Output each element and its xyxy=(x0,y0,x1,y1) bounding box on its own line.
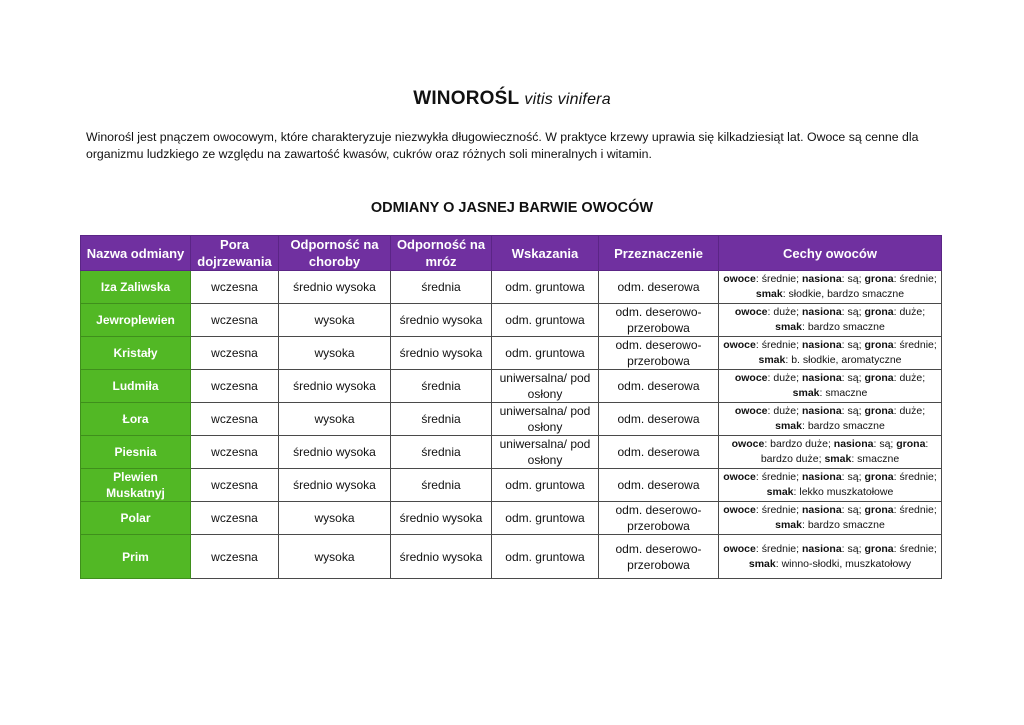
cell-indication: odm. gruntowa xyxy=(492,469,599,502)
trait-value: : średnie; xyxy=(893,273,937,285)
cell-purpose: odm. deserowa xyxy=(599,469,719,502)
cell-disease-resistance: wysoka xyxy=(279,337,391,370)
cell-frost-resistance: średnia xyxy=(391,436,492,469)
trait-value: : są; xyxy=(841,372,865,384)
trait-value: : są; xyxy=(841,542,865,555)
trait-value: : średnie; xyxy=(893,504,937,516)
cell-name: Piesnia xyxy=(81,436,191,469)
cell-disease-resistance: średnio wysoka xyxy=(279,469,391,502)
trait-label: nasiona xyxy=(801,306,842,318)
trait-label: grona xyxy=(864,372,894,384)
cell-ripening: wczesna xyxy=(191,304,279,337)
cell-frost-resistance: średnio wysoka xyxy=(391,304,492,337)
trait-label: nasiona xyxy=(801,372,842,384)
cell-disease-resistance: średnio wysoka xyxy=(279,271,391,304)
trait-label: smak xyxy=(755,288,783,300)
varieties-table xyxy=(80,235,942,579)
cell-fruit-traits xyxy=(719,469,942,502)
trait-value: : duże; xyxy=(893,306,926,318)
trait-label: smak xyxy=(775,420,802,432)
table-row xyxy=(81,403,942,436)
cell-purpose: odm. deserowa xyxy=(599,271,719,304)
cell-indication: odm. gruntowa xyxy=(492,337,599,370)
cell-disease-resistance: średnio wysoka xyxy=(279,370,391,403)
cell-indication: odm. gruntowa xyxy=(492,535,599,579)
trait-label: smak xyxy=(758,354,786,366)
trait-label: nasiona xyxy=(801,504,842,516)
trait-label: smak xyxy=(775,321,802,333)
header-cechy: Cechy owoców xyxy=(719,236,942,271)
trait-value: : winno-słodki, muszkatołowy xyxy=(775,557,912,570)
cell-name: Prim xyxy=(81,535,191,579)
trait-value: : słodkie, bardzo smaczne xyxy=(782,288,905,300)
trait-value: : średnie; xyxy=(755,504,802,516)
cell-frost-resistance: średnia xyxy=(391,370,492,403)
header-nazwa: Nazwa odmiany xyxy=(81,236,191,271)
table-row xyxy=(81,535,942,579)
trait-label: smak xyxy=(775,519,802,531)
trait-value: : duże; xyxy=(767,306,802,318)
trait-label: grona xyxy=(896,438,926,450)
trait-label: owoce xyxy=(734,372,768,384)
trait-value: : smaczne xyxy=(851,453,900,465)
cell-fruit-traits xyxy=(719,304,942,337)
trait-value: : są; xyxy=(841,405,865,417)
cell-ripening: wczesna xyxy=(191,403,279,436)
cell-name: Iza Zaliwska xyxy=(81,271,191,304)
trait-value: : średnie; xyxy=(893,471,937,483)
cell-indication: odm. gruntowa xyxy=(492,304,599,337)
cell-purpose: odm. deserowa xyxy=(599,436,719,469)
trait-label: nasiona xyxy=(801,273,842,285)
cell-indication: uniwersalna/ pod osłony xyxy=(492,403,599,436)
trait-value: : lekko muszkatołowe xyxy=(793,486,894,498)
trait-value: : średnie; xyxy=(755,471,802,483)
trait-label: grona xyxy=(864,542,894,555)
trait-label: owoce xyxy=(723,542,756,555)
trait-label: owoce xyxy=(723,471,756,483)
cell-disease-resistance: wysoka xyxy=(279,502,391,535)
cell-purpose: odm. deserowa xyxy=(599,403,719,436)
trait-label: grona xyxy=(864,405,894,417)
cell-indication: uniwersalna/ pod osłony xyxy=(492,370,599,403)
header-wskazania: Wskazania xyxy=(492,236,599,271)
cell-indication: odm. gruntowa xyxy=(492,502,599,535)
trait-label: grona xyxy=(864,273,894,285)
trait-value: : duże; xyxy=(893,405,926,417)
cell-fruit-traits xyxy=(719,271,942,304)
trait-label: smak xyxy=(824,453,852,465)
trait-value: : b. słodkie, aromatyczne xyxy=(785,354,902,366)
cell-indication: uniwersalna/ pod osłony xyxy=(492,436,599,469)
cell-purpose: odm. deserowo-przerobowa xyxy=(599,304,719,337)
trait-label: owoce xyxy=(731,438,765,450)
trait-value: : bardzo duże; xyxy=(760,438,929,465)
trait-value: : są; xyxy=(841,339,865,351)
trait-value: : średnie; xyxy=(755,273,802,285)
trait-label: nasiona xyxy=(801,471,842,483)
cell-fruit-traits xyxy=(719,535,942,579)
cell-frost-resistance: średnia xyxy=(391,271,492,304)
cell-fruit-traits xyxy=(719,370,942,403)
trait-label: owoce xyxy=(723,504,756,516)
cell-ripening: wczesna xyxy=(191,370,279,403)
cell-frost-resistance: średnio wysoka xyxy=(391,535,492,579)
cell-ripening: wczesna xyxy=(191,271,279,304)
trait-value: : smaczne xyxy=(819,387,868,399)
header-odpornosc-choroby: Odporność na choroby xyxy=(279,236,391,271)
cell-frost-resistance: średnio wysoka xyxy=(391,337,492,370)
cell-disease-resistance: wysoka xyxy=(279,403,391,436)
trait-label: owoce xyxy=(734,306,768,318)
trait-label: owoce xyxy=(734,405,768,417)
trait-label: grona xyxy=(864,504,894,516)
cell-name: Jewroplewien xyxy=(81,304,191,337)
cell-fruit-traits xyxy=(719,403,942,436)
cell-purpose: odm. deserowa xyxy=(599,370,719,403)
trait-value: : średnie; xyxy=(893,339,937,351)
header-pora: Pora dojrzewania xyxy=(191,236,279,271)
cell-ripening: wczesna xyxy=(191,337,279,370)
trait-label: nasiona xyxy=(833,438,874,450)
table-header-row xyxy=(81,236,942,271)
cell-name: Polar xyxy=(81,502,191,535)
cell-name: Kristały xyxy=(81,337,191,370)
table-row xyxy=(81,436,942,469)
trait-label: grona xyxy=(864,471,894,483)
cell-disease-resistance: wysoka xyxy=(279,304,391,337)
section-title: ODMIANY O JASNEJ BARWIE OWOCÓW xyxy=(370,200,654,216)
intro-paragraph: Winorośl jest pnączem owocowym, które charakteryzuje niezwykła długowieczność. W praktyce krzewy uprawia się kilkadziesiąt lat. Owoce są cenne dla organizmu ludzkiego ze względu na zawartość kwasów, cukrów oraz różnych soli mineralnych i witamin. xyxy=(86,130,919,161)
cell-purpose: odm. deserowo-przerobowa xyxy=(599,535,719,579)
cell-purpose: odm. deserowo-przerobowa xyxy=(599,337,719,370)
header-odpornosc-mroz: Odporność na mróz xyxy=(391,236,492,271)
cell-indication: odm. gruntowa xyxy=(492,271,599,304)
cell-frost-resistance: średnia xyxy=(391,403,492,436)
trait-value: : są; xyxy=(841,273,865,285)
trait-label: smak xyxy=(748,557,776,570)
trait-value: : są; xyxy=(841,306,865,318)
cell-frost-resistance: średnio wysoka xyxy=(391,502,492,535)
trait-value: : bardzo smaczne xyxy=(801,321,885,333)
trait-value: : średnie; xyxy=(893,542,937,555)
cell-fruit-traits xyxy=(719,337,942,370)
trait-value: : bardzo duże; xyxy=(764,438,834,450)
trait-value: : średnie; xyxy=(755,339,802,351)
cell-frost-resistance: średnia xyxy=(391,469,492,502)
cell-name: Łora xyxy=(81,403,191,436)
cell-ripening: wczesna xyxy=(191,502,279,535)
trait-label: smak xyxy=(766,486,794,498)
cell-name: Plewien Muskatnyj xyxy=(81,469,191,502)
cell-disease-resistance: średnio wysoka xyxy=(279,436,391,469)
cell-ripening: wczesna xyxy=(191,436,279,469)
cell-disease-resistance: wysoka xyxy=(279,535,391,579)
trait-value: : bardzo smaczne xyxy=(801,420,885,432)
cell-ripening: wczesna xyxy=(191,535,279,579)
cell-fruit-traits xyxy=(719,502,942,535)
trait-label: nasiona xyxy=(801,405,842,417)
table-row xyxy=(81,502,942,535)
page-title xyxy=(0,88,1024,110)
trait-value: : duże; xyxy=(893,372,926,384)
table-row xyxy=(81,304,942,337)
cell-name: Ludmiła xyxy=(81,370,191,403)
header-przeznaczenie: Przeznaczenie xyxy=(599,236,719,271)
cell-ripening: wczesna xyxy=(191,469,279,502)
trait-label: smak xyxy=(792,387,820,399)
trait-label: grona xyxy=(864,306,894,318)
table-row xyxy=(81,271,942,304)
trait-value: : duże; xyxy=(767,405,802,417)
table-row xyxy=(81,469,942,502)
trait-label: nasiona xyxy=(801,339,842,351)
title-main: WINOROŚL xyxy=(413,88,519,109)
trait-value: : są; xyxy=(873,438,897,450)
trait-value: : duże; xyxy=(767,372,802,384)
trait-label: owoce xyxy=(723,339,756,351)
title-latin: vitis vinifera xyxy=(524,91,611,108)
cell-fruit-traits xyxy=(719,436,942,469)
trait-label: nasiona xyxy=(801,542,842,555)
trait-label: grona xyxy=(864,339,894,351)
trait-value: : są; xyxy=(841,504,865,516)
cell-purpose: odm. deserowo-przerobowa xyxy=(599,502,719,535)
trait-value: : bardzo smaczne xyxy=(801,519,885,531)
trait-value: : średnie; xyxy=(755,542,802,555)
trait-value: : są; xyxy=(841,471,865,483)
table-row xyxy=(81,337,942,370)
trait-label: owoce xyxy=(723,273,756,285)
table-row xyxy=(81,370,942,403)
